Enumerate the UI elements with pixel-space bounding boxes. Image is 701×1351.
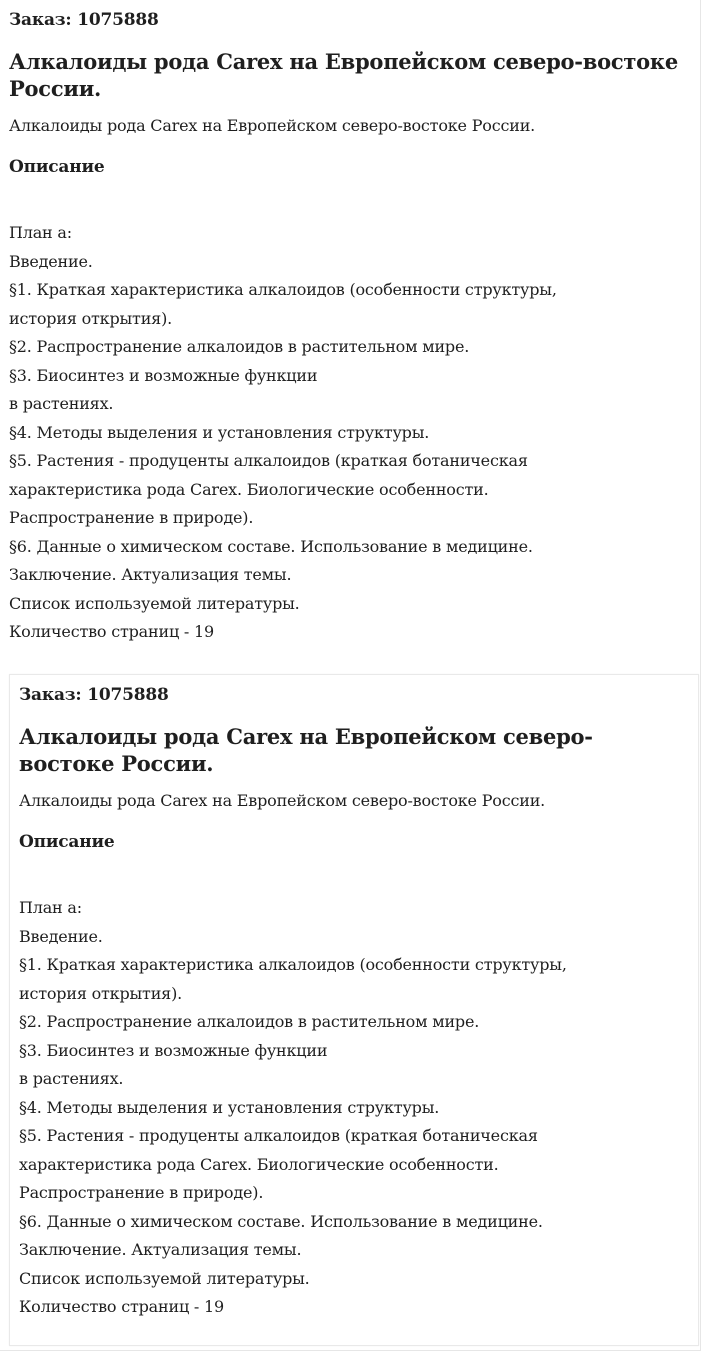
order-number: Заказ: 1075888 <box>19 685 169 705</box>
order-title: Алкалоиды рода Carex на Европейском северо-востоке России. <box>9 49 678 101</box>
description-line: Список используемой литературы. <box>9 593 300 613</box>
order-card-duplicate <box>9 674 699 1346</box>
description-line: §5. Растения - продуценты алкалоидов (краткая ботаническая <box>19 1126 538 1145</box>
order-subtitle: Алкалоиды рода Carex на Европейском северо-востоке России. <box>9 116 536 135</box>
description-line: Список используемой литературы. <box>19 1268 310 1288</box>
description-line: характеристика рода Carex. Биологические особенности. <box>19 1154 499 1174</box>
order-title: Алкалоиды рода Carex на Европейском северо-востоке России. <box>19 724 593 776</box>
description-line: §3. Биосинтез и возможные функции <box>9 365 318 385</box>
description-line: §4. Методы выделения и установления структуры. <box>19 1097 440 1117</box>
description-heading: Описание <box>19 832 115 852</box>
description-lines <box>9 219 690 647</box>
description-line: §5. Растения - продуценты алкалоидов (краткая ботаническая <box>9 451 528 470</box>
description-line: в растениях. <box>19 1069 124 1088</box>
description-line: §1. Краткая характеристика алкалоидов (особенности структуры, <box>9 280 557 299</box>
description-line: Распространение в природе). <box>19 1183 264 1202</box>
description-line: характеристика рода Carex. Биологические особенности. <box>9 479 489 499</box>
description-line: в растениях. <box>9 394 114 413</box>
description-line: Введение. <box>19 926 103 946</box>
order-number: Заказ: 1075888 <box>9 10 159 30</box>
description-line: Заключение. Актуализация темы. <box>19 1240 302 1259</box>
description-line: Распространение в природе). <box>9 508 254 527</box>
description-line: Количество страниц - 19 <box>19 1297 224 1316</box>
order-subtitle: Алкалоиды рода Carex на Европейском северо-востоке России. <box>19 791 546 810</box>
description-lines <box>19 894 686 1322</box>
description-line: План а: <box>19 898 82 917</box>
description-line: §1. Краткая характеристика алкалоидов (особенности структуры, <box>19 955 567 974</box>
description-line: Количество страниц - 19 <box>9 622 214 641</box>
description-line: Введение. <box>9 251 93 271</box>
description-line: Заключение. Актуализация темы. <box>9 565 292 584</box>
description-line: §3. Биосинтез и возможные функции <box>19 1040 328 1060</box>
description-line: история открытия). <box>19 983 182 1003</box>
description-line: §6. Данные о химическом составе. Использование в медицине. <box>19 1211 543 1231</box>
description-heading: Описание <box>9 157 105 177</box>
description-line: План а: <box>9 223 72 242</box>
description-line: §2. Распространение алкалоидов в растительном мире. <box>9 337 470 356</box>
description-line: §2. Распространение алкалоидов в растительном мире. <box>19 1012 480 1031</box>
description-line: §4. Методы выделения и установления структуры. <box>9 422 430 442</box>
description-line: история открытия). <box>9 308 172 328</box>
description-line: §6. Данные о химическом составе. Использование в медицине. <box>9 536 533 556</box>
